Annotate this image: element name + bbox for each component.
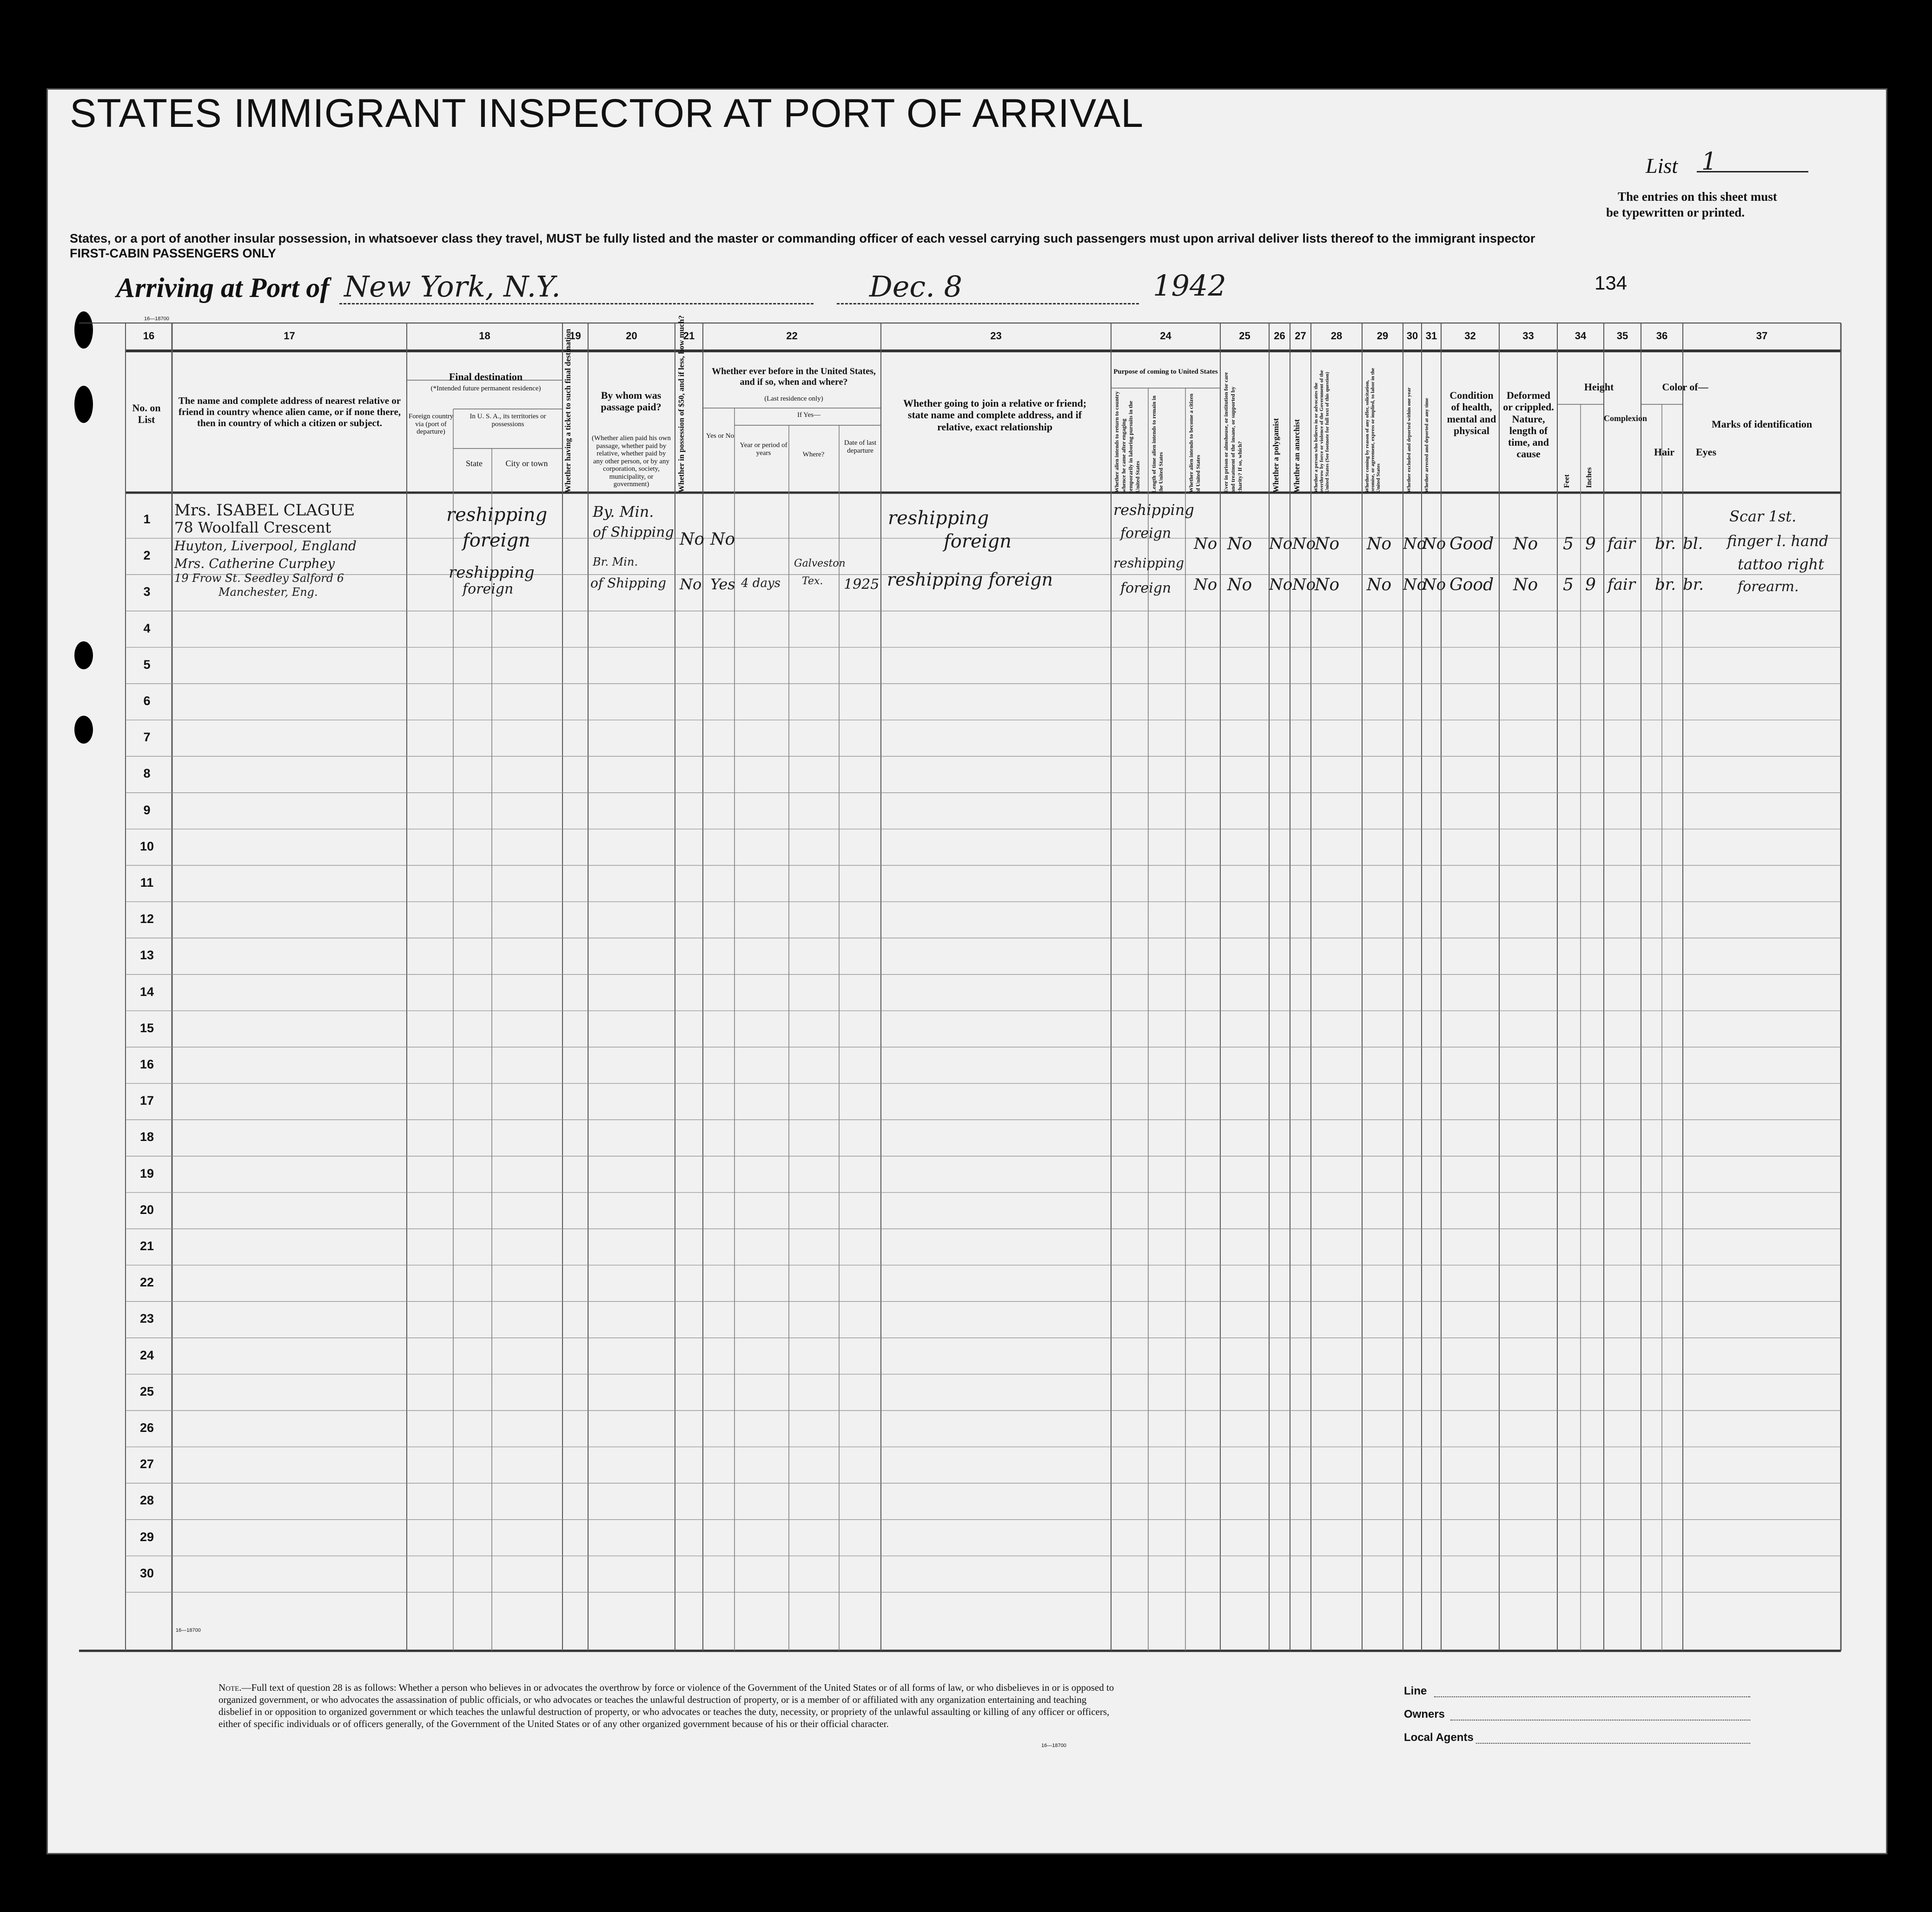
header-yes-no: Yes or No [706,432,734,440]
header-city: City or town [505,459,548,468]
list-underline [1697,171,1808,172]
entry-2-complexion: fair [1608,575,1635,594]
entry-1-paid-by: By. Min. [593,503,654,521]
entry-1-polygamist: No [1269,534,1293,553]
column-number: 21 [683,330,695,342]
header-date-last-departure: Date of last departure [844,439,877,455]
row-number: 23 [139,1312,154,1326]
column-number: 37 [1756,330,1768,342]
date-underline [837,303,1139,304]
entry-2-q30: No [1403,575,1427,594]
entry-2-health: Good [1449,575,1494,594]
row-number: 25 [139,1384,154,1398]
entry-1-purpose-2: foreign [1120,525,1171,541]
year-value: 1942 [1153,269,1226,303]
header-purpose-sub1: Whether alien intends to return to country whence he came after engaging temporarily in laboring pursuits in the United States [1113,391,1141,493]
column-number: 26 [1274,330,1285,342]
list-value: 1 [1701,148,1717,176]
row-number: 8 [143,766,151,781]
class-line: FIRST-CABIN PASSENGERS ONLY [70,246,277,260]
column-number: 27 [1295,330,1306,342]
entry-2-prison: No [1227,575,1252,594]
row-number: 20 [139,1202,154,1217]
entry-2-polygamist: No [1269,575,1293,594]
entry-2-purpose: reshipping [1113,555,1184,571]
entry-1-complexion: fair [1608,534,1635,553]
row-number: 16 [139,1057,154,1071]
entry-2-paid-by: Br. Min. [593,555,638,568]
entry-1-paid-by-2: of Shipping [593,524,674,541]
list-label: List [1646,154,1678,178]
entry-1-destination-2: foreign [463,530,530,551]
column-number: 19 [569,330,581,342]
line-blank [1434,1696,1750,1697]
row-number: 21 [139,1239,154,1253]
entry-1-q30: No [1403,534,1427,553]
column-number: 16 [143,330,155,342]
row-number: 19 [139,1166,154,1180]
entry-2-where-2: Tex. [802,575,823,587]
entry-1-possession: No [680,530,705,549]
header-foreign-country: Foreign country via (port of departure) [408,413,454,435]
entry-1-purpose: reshipping [1113,501,1194,519]
header-purpose: Purpose of coming to United States [1113,368,1218,376]
agents-label: Local Agents [1404,1731,1474,1744]
row-number: 10 [139,839,154,853]
entry-1-destination: reshipping [446,504,548,526]
form-title: STATES IMMIGRANT INSPECTOR AT PORT OF ARRIVAL [70,91,1144,136]
header-final-destination-note: (*Intended future permanent residence) [430,385,541,392]
row-number: 26 [139,1421,154,1435]
entry-2-relative-line-2: 19 Frow St. Seedley Salford 6 [174,572,344,585]
entry-1-feet: 5 [1563,534,1574,554]
entry-2-before-in-us: Yes [710,575,735,593]
entry-2-joining: reshipping foreign [887,569,1053,590]
row-number: 3 [143,585,151,599]
entry-2-q28: No [1315,575,1340,594]
entry-1-marks: Scar 1st. [1729,508,1797,525]
entry-1-purpose-3: No [1194,534,1217,553]
entry-1-prison: No [1227,534,1252,554]
entry-2-possession: No [680,575,702,593]
column-number: 20 [626,330,637,342]
date-value: Dec. 8 [869,270,962,303]
port-underline [339,303,814,304]
header-q30: Whether excluded and deported within one year [1406,387,1412,493]
entry-2-date-last-departure: 1925 [844,576,880,593]
page-number: 134 [1595,272,1628,294]
header-polygamist: Whether a polygamist [1271,418,1280,493]
entry-2-year-period: 4 days [741,576,781,590]
entry-2-relative-line-1: Mrs. Catherine Curphey [174,556,335,571]
owners-label: Owners [1404,1708,1445,1721]
row-number: 4 [143,621,151,635]
entry-2-feet: 5 [1563,575,1574,594]
header-no-on-list: No. on List [132,402,161,426]
column-number: 24 [1160,330,1171,342]
entry-1-eyes: bl. [1683,534,1703,553]
row-number: 30 [139,1566,154,1580]
header-before-in-us: Whether ever before in the United States, and if so, when and where? [712,366,876,387]
entry-2-deformed: No [1513,575,1538,594]
header-hair: Hair [1654,446,1674,458]
entry-1-relative-line-2: 78 Woolfall Crescent [174,519,331,536]
header-relative-abroad: The name and complete address of nearest relative or friend in country whence alien came, or if none there, then in country of which a citizen or subject. [178,395,401,429]
header-if-yes: If Yes— [797,411,820,419]
entry-2-paid-by-2: of Shipping [590,575,667,591]
row-number: 13 [139,948,154,963]
line-label: Line [1404,1685,1427,1697]
header-in-usa: In U. S. A., its territories or possessions [470,413,546,428]
column-number: 35 [1616,330,1628,342]
typewritten-note: The entries on this sheet must [1618,190,1777,204]
footer-note [218,1681,1116,1730]
header-q28: Whether a person who believes in or advocates the overthrow by force or violence of the Government of the United States (See footnote for full text of this question) [1313,370,1330,493]
row-number: 14 [139,984,154,999]
row-number: 9 [143,803,151,817]
header-q29: Whether coming by reason of any offer, solicitation, promise, or agreement, express or implied, to labor in the United States [1364,368,1381,493]
row-number: 18 [139,1130,154,1144]
arriving-label: Arriving at Port of [116,272,330,303]
header-complexion: Complexion [1604,414,1647,423]
footer-note-label: Note. [218,1682,242,1693]
header-q31: Whether arrested and deported at any time [1424,398,1429,493]
entry-1-health: Good [1449,534,1494,554]
column-number: 28 [1330,330,1343,342]
entry-1-joining: reshipping [888,508,989,529]
header-height: Height [1584,381,1614,393]
row-number: 12 [139,912,154,926]
column-number: 34 [1575,330,1587,342]
column-number: 33 [1522,330,1534,342]
form-number: 16—18700 [144,316,169,322]
header-inches: Inches [1585,467,1593,488]
entry-2-where: Galveston [794,558,846,569]
entry-1-hair: br. [1655,534,1676,553]
footer-form-number: 16—18700 [1041,1743,1066,1748]
entry-2-destination-2: foreign [463,581,514,597]
row-number: 1 [143,512,151,526]
entry-2-relative-line-3: Manchester, Eng. [218,586,318,599]
column-number: 17 [284,330,295,342]
header-eyes: Eyes [1696,446,1716,458]
header-before-in-us-note: (Last residence only) [764,395,823,402]
entry-2-purpose-3: No [1194,575,1217,594]
agents-blank [1476,1743,1750,1744]
column-number: 31 [1425,330,1437,342]
header-prison: Ever in prison or almshouse, or institution for care and treatment of the insane, or supported by charity? If so, which? [1223,372,1243,493]
header-where: Where? [802,451,825,458]
entry-1-before-in-us: No [710,530,735,549]
entry-2-purpose-2: foreign [1120,580,1171,596]
row-number: 2 [143,548,151,563]
header-marks: Marks of identification [1711,418,1813,430]
entry-1-inches: 9 [1585,534,1596,554]
header-passage-paid-note: (Whether alien paid his own passage, whether paid by relative, whether paid by any other person, or by any corporation, society, municipality, or government) [592,435,671,488]
header-state: State [466,459,483,468]
header-anarchist: Whether an anarchist [1292,419,1301,493]
row-number: 15 [139,1021,154,1035]
owners-blank [1450,1720,1750,1721]
header-deformed: Deformed or crippled. Nature, length of time, and cause [1503,389,1554,460]
entry-2-destination: reshipping [449,563,535,582]
header-health: Condition of health, mental and physical [1447,389,1496,436]
column-number: 29 [1376,330,1389,342]
header-feet: Feet [1563,474,1571,488]
row-number: 27 [139,1457,154,1471]
column-number: 18 [479,330,490,342]
entry-1-relative-line-3: Huyton, Liverpool, England [174,538,357,554]
entry-2-q29: No [1367,575,1392,594]
entry-1-q28: No [1315,534,1340,554]
row-number: 22 [139,1275,154,1290]
row-number: 5 [143,657,151,672]
header-passage-paid: By whom was passage paid? [601,389,662,413]
column-number: 23 [990,330,1002,342]
row-number: 17 [139,1094,154,1108]
row-number: 7 [143,730,151,745]
entry-1-q29: No [1367,534,1392,554]
header-color-of: Color of— [1662,381,1708,393]
entry-2-eyes: br. [1683,575,1704,594]
header-purpose-sub2: Length of time alien intends to remain in the United States [1151,396,1164,493]
entry-1-deformed: No [1513,534,1538,554]
column-number: 30 [1406,330,1418,342]
row-number: 11 [140,876,154,890]
table-form-number: 16—18700 [176,1628,201,1633]
port-value: New York, N.Y. [344,270,561,303]
footer-note-text: —Full text of question 28 is as follows: Whether a person who believes in or advocates the overthrow by force or violence of the Government of the United States or of all forms of law, or who disbelieves in or is opposed to organized government, or who advocates the assassination of public officials, or who advocates or teaches the unlawful destruction of property, or is a member of or affiliated with any organization entertaining and teaching disbelief in or opposition to organized government or which teaches the unlawful destruction of property, or who advocates or teaches the duty, necessity, or propriety of the unlawful assaulting or killing of any officer or officers, either of specific individuals or of officers generally, of the Government of the United States or of any other organized government because of his or their official character. [218,1682,1114,1729]
entry-2-inches: 9 [1585,575,1596,594]
form-subtitle: States, or a port of another insular possession, in whatsoever class they travel, MUST be fully listed and the master or commanding officer of each vessel carrying such passengers must upon arrival deliver lists thereof to the immigrant inspector [70,231,1535,245]
header-year-period: Year or period of years [740,442,787,457]
entry-2-hair: br. [1655,575,1676,594]
header-purpose-sub3: Whether alien intends to become a citizen of United States [1188,393,1201,493]
header-final-destination: Final destination [449,371,523,382]
column-number: 36 [1656,330,1668,342]
column-number: 25 [1239,330,1251,342]
header-ticket: Whether having a ticket to such final destination [563,329,572,493]
column-number: 32 [1464,330,1476,342]
row-number: 6 [143,694,151,708]
entry-1-anarchist: No [1292,534,1316,553]
column-number: 22 [786,330,798,342]
row-number: 29 [139,1530,154,1544]
entry-1-q31: No [1423,534,1446,553]
entry-1-relative-line-1: Mrs. ISABEL CLAGUE [174,501,355,520]
typewritten-note: be typewritten or printed. [1606,205,1745,219]
entry-1-joining-2: foreign [944,531,1012,552]
entry-2-marks-2: forearm. [1738,579,1799,595]
header-joining-relative: Whether going to join a relative or friend; state name and complete address, and if relative, exact relationship [903,397,1087,433]
entry-2-q31: No [1423,575,1446,594]
header-possession-50: Whether in possession of $50, and if less, how much? [677,315,686,493]
row-number: 24 [139,1348,154,1362]
entry-2-marks: tattoo right [1738,555,1824,573]
row-number: 28 [139,1493,154,1508]
entry-2-anarchist: No [1292,575,1316,594]
entry-1-marks-2: finger l. hand [1727,532,1829,550]
